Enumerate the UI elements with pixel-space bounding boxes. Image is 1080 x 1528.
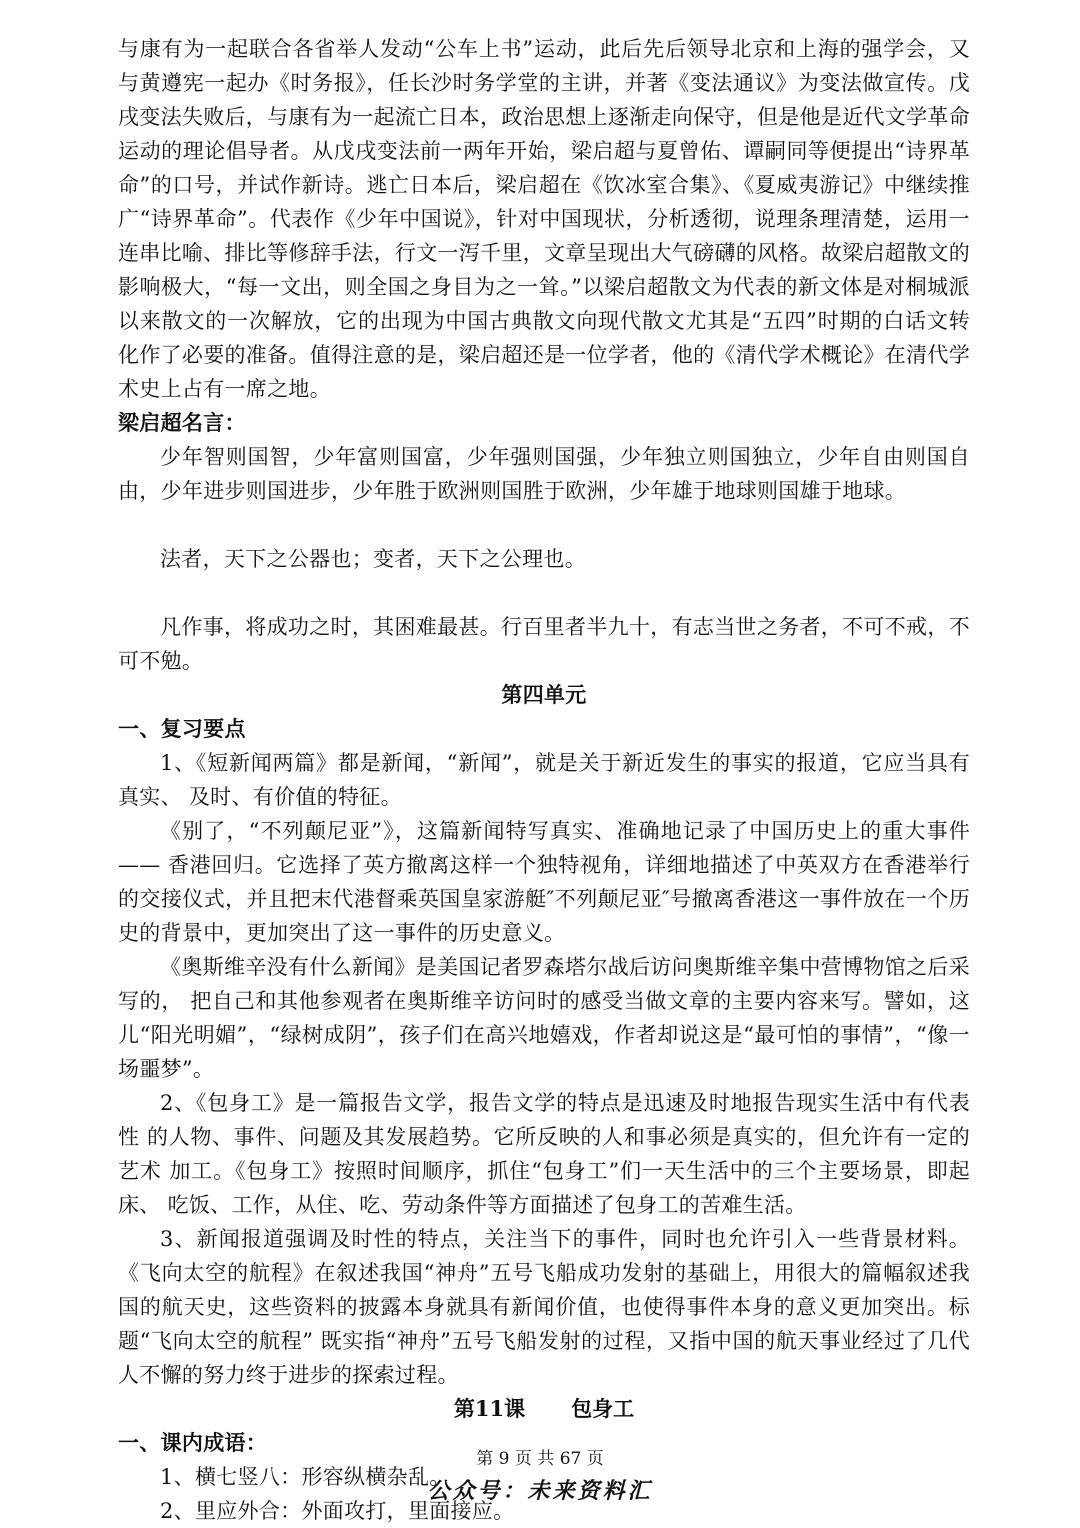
document-page <box>118 32 970 1528</box>
quote-2: 法者，天下之公器也；变者，天下之公理也。 <box>160 547 586 571</box>
intro-paragraph: 与康有为一起联合各省举人发动“公车上书”运动，此后先后领导北京和上海的强学会，又与黄遵宪一起办《时务报》，任长沙时务学堂的主讲，并著《变法通议》为变法做宣传。戊戌变法失败后，与康有为一起流亡日本，政治思想上逐渐走向保守，但是他是近代文学革命运动的理论倡导者。从戊戌变法前一两年开始，梁启超与夏曾佑、谭嗣同等便提出“诗界革命”的口号，并试作新诗。逃亡日本后，梁启超在《饮冰室合集》、《夏威夷游记》中继续推广“诗界革命”。代表作《少年中国说》，针对中国现状，分析透彻，说理条理清楚，运用一连串比喻、排比等修辞手法，行文一泻千里，文章呈现出大气磅礴的风格。故梁启超散文的影响极大，“每一文出，则全国之身目为之一耸。”以梁启超散文为代表的新文体是对桐城派以来散文的一次解放，它的出现为中国古典散文向现代散文尤其是“五四”时期的白话文转化作了必要的准备。值得注意的是，梁启超还是一位学者，他的《清代学术概论》在清代学术史上占有一席之地。 <box>118 37 970 401</box>
lesson-name: 包身工 <box>571 1396 635 1421</box>
quotes-heading: 梁启超名言： <box>118 410 246 435</box>
lesson-title <box>118 1392 970 1426</box>
quote-1: 少年智则国智，少年富则国富，少年强则国强，少年独立则国独立，少年自由则国自由，少年进步则国进步，少年胜于欧洲则国胜于欧洲，少年雄于地球则国雄于地球。 <box>118 445 970 503</box>
page-number: 第 9 页 共 67 页 <box>476 1449 604 1469</box>
watermark-text: 公众号：未来资料汇 <box>427 1478 653 1504</box>
spacer <box>118 576 970 610</box>
idiom-2: 2、里应外合：外面攻打，里面接应。 <box>160 1499 515 1523</box>
review-point-3: 3、新闻报道强调及时性的特点，关注当下的事件，同时也允许引入一些背景材料。《飞向太空的航程》在叙述我国“神舟”五号飞船成功发射的基础上，用很大的篇幅叙述我国的航天史，这些资料的披露本身就具有新闻价值，也使得事件本身的意义更加突出。标题“飞向太空的航程” 既实指“神舟”五号飞船发射的过程，又指中国的航天事业经过了几代人不懈的努力终于进步的探索过程。 <box>118 1227 970 1387</box>
review-point-1: 1、《短新闻两篇》都是新闻，“新闻”，就是关于新近发生的事实的报道，它应当具有真实、 及时、有价值的特征。 <box>118 751 970 809</box>
unit-title: 第四单元 <box>501 682 587 707</box>
idioms-heading: 一、课内成语： <box>118 1430 268 1455</box>
review-point-1b: 《奥斯维辛没有什么新闻》是美国记者罗森塔尔战后访问奥斯维辛集中营博物馆之后采写的， 把自己和其他参观者在奥斯维辛访问时的感受当做文章的主要内容来写。譬如，这儿“阳光明媚”，“绿树成阴”，孩子们在高兴地嬉戏，作者却说这是“最可怕的事情”，“像一场噩梦”。 <box>118 955 970 1081</box>
review-point-2: 2、《包身工》是一篇报告文学，报告文学的特点是迅速及时地报告现实生活中有代表性 的人物、事件、问题及其发展趋势。它所反映的人和事必须是真实的，但允许有一定的艺术 加工。《包身工》按照时间顺序，抓住“包身工”们一天生活中的三个主要场景，即起床、 吃饭、工作，从住、吃、劳动条件等方面描述了包身工的苦难生活。 <box>118 1091 970 1217</box>
review-point-1a: 《别了，“不列颠尼亚”》，这篇新闻特写真实、准确地记录了中国历史上的重大事件—— 香港回归。它选择了英方撤离这样一个独特视角，详细地描述了中英双方在香港举行的交接仪式，并且把末代港督乘英国皇家游艇″不列颠尼亚″号撤离香港这一事件放在一个历史的背景中，更加突出了这一事件的历史意义。 <box>118 819 970 945</box>
lesson-number: 第11课 <box>453 1396 526 1421</box>
idiom-1: 1、横七竖八：形容纵横杂乱。 <box>160 1465 451 1489</box>
spacer <box>118 508 970 542</box>
review-points-heading: 一、复习要点 <box>118 716 246 741</box>
quote-3: 凡作事，将成功之时，其困难最甚。行百里者半九十，有志当世之务者，不可不戒，不可不勉。 <box>118 615 970 673</box>
